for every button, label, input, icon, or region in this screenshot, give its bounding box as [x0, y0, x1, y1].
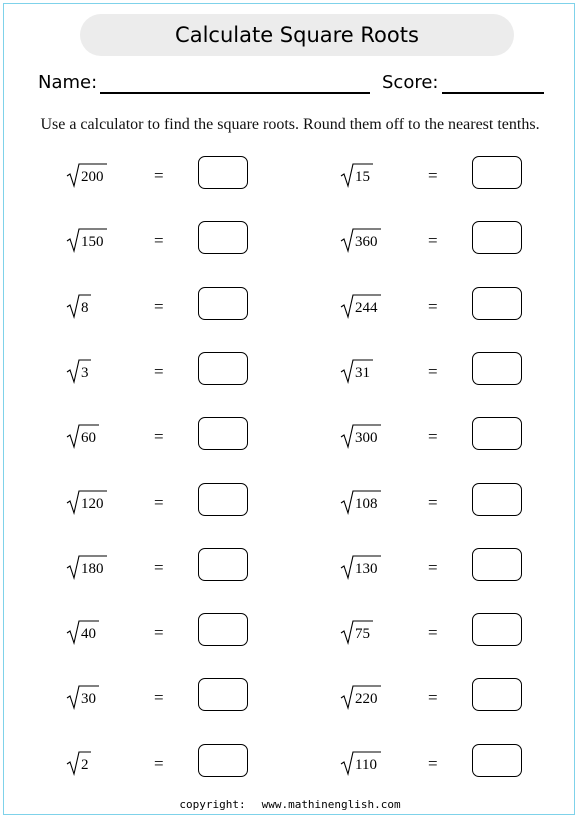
equals-sign: =: [428, 558, 438, 577]
square-root-expression: [340, 750, 400, 776]
answer-box[interactable]: [198, 548, 248, 581]
problem-item: [66, 483, 326, 517]
problem-item: [340, 678, 578, 712]
header-row: [38, 72, 548, 98]
equals-sign: =: [154, 754, 164, 773]
answer-box[interactable]: [198, 613, 248, 646]
square-root-expression: [340, 489, 400, 515]
equals-sign: =: [428, 754, 438, 773]
equals-sign: =: [154, 231, 164, 250]
radicand: 110: [355, 757, 377, 773]
equals-sign: =: [428, 493, 438, 512]
problem-item: [340, 221, 578, 255]
problem-item: [66, 417, 326, 451]
answer-box[interactable]: [198, 744, 248, 777]
square-root-expression: [66, 293, 126, 319]
problem-item: [66, 352, 326, 386]
answer-box[interactable]: [472, 678, 522, 711]
worksheet: [3, 3, 575, 815]
answer-box[interactable]: [472, 352, 522, 385]
website-link[interactable]: www.mathinenglish.com: [261, 798, 401, 811]
equals-sign: =: [154, 623, 164, 642]
square-root-expression: [66, 423, 126, 449]
answer-box[interactable]: [198, 287, 248, 320]
problem-item: [66, 156, 326, 190]
square-root-expression: [66, 489, 126, 515]
square-root-expression: [66, 554, 126, 580]
radicand: 2: [81, 757, 89, 773]
square-root-expression: [340, 619, 400, 645]
answer-box[interactable]: [472, 287, 522, 320]
radicand: 75: [355, 626, 370, 642]
radicand: 30: [81, 691, 96, 707]
answer-box[interactable]: [472, 156, 522, 189]
square-root-expression: [340, 358, 400, 384]
problem-item: [340, 548, 578, 582]
answer-box[interactable]: [472, 548, 522, 581]
square-root-expression: [66, 162, 126, 188]
equals-sign: =: [154, 166, 164, 185]
square-root-expression: [340, 554, 400, 580]
square-root-expression: [340, 293, 400, 319]
radicand: 360: [355, 234, 378, 250]
radicand: 180: [81, 561, 104, 577]
name-label: Name:: [38, 72, 98, 93]
square-root-expression: [66, 684, 126, 710]
square-root-expression: [66, 619, 126, 645]
equals-sign: =: [154, 297, 164, 316]
problem-item: [340, 417, 578, 451]
square-root-expression: [66, 750, 126, 776]
worksheet-title: Calculate Square Roots: [80, 14, 514, 56]
equals-sign: =: [154, 558, 164, 577]
equals-sign: =: [154, 493, 164, 512]
square-root-expression: [340, 684, 400, 710]
radicand: 108: [355, 496, 378, 512]
problem-item: [340, 287, 578, 321]
problem-item: [66, 744, 326, 778]
radicand: 8: [81, 300, 89, 316]
problem-item: [340, 483, 578, 517]
answer-box[interactable]: [472, 417, 522, 450]
square-root-expression: [340, 423, 400, 449]
radicand: 150: [81, 234, 104, 250]
radicand: 60: [81, 430, 96, 446]
equals-sign: =: [428, 688, 438, 707]
radicand: 300: [355, 430, 378, 446]
score-field[interactable]: [442, 92, 544, 94]
problem-item: [66, 548, 326, 582]
answer-box[interactable]: [198, 678, 248, 711]
radicand: 40: [81, 626, 96, 642]
answer-box[interactable]: [472, 613, 522, 646]
name-field[interactable]: [100, 92, 370, 94]
radicand: 120: [81, 496, 104, 512]
square-root-expression: [66, 227, 126, 253]
problem-item: [66, 221, 326, 255]
answer-box[interactable]: [198, 221, 248, 254]
square-root-expression: [340, 227, 400, 253]
equals-sign: =: [428, 427, 438, 446]
problem-item: [66, 613, 326, 647]
instructions: Use a calculator to find the square roots. Round them off to the nearest tenths.: [40, 116, 540, 133]
equals-sign: =: [154, 362, 164, 381]
equals-sign: =: [428, 231, 438, 250]
radicand: 3: [81, 365, 89, 381]
answer-box[interactable]: [198, 483, 248, 516]
problem-item: [340, 156, 578, 190]
equals-sign: =: [154, 688, 164, 707]
problem-item: [66, 287, 326, 321]
equals-sign: =: [154, 427, 164, 446]
answer-box[interactable]: [198, 417, 248, 450]
equals-sign: =: [428, 623, 438, 642]
radicand: 220: [355, 691, 378, 707]
answer-box[interactable]: [472, 221, 522, 254]
answer-box[interactable]: [198, 352, 248, 385]
problem-item: [340, 744, 578, 778]
problem-item: [66, 678, 326, 712]
footer: [4, 798, 576, 811]
answer-box[interactable]: [198, 156, 248, 189]
answer-box[interactable]: [472, 744, 522, 777]
square-root-expression: [66, 358, 126, 384]
problem-item: [340, 613, 578, 647]
radicand: 130: [355, 561, 378, 577]
answer-box[interactable]: [472, 483, 522, 516]
problem-item: [340, 352, 578, 386]
square-root-expression: [340, 162, 400, 188]
score-label: Score:: [382, 72, 439, 93]
equals-sign: =: [428, 166, 438, 185]
radicand: 15: [355, 169, 370, 185]
radicand: 200: [81, 169, 104, 185]
equals-sign: =: [428, 362, 438, 381]
radicand: 244: [355, 300, 378, 316]
radicand: 31: [355, 365, 370, 381]
equals-sign: =: [428, 297, 438, 316]
copyright-label: copyright:: [179, 798, 246, 811]
